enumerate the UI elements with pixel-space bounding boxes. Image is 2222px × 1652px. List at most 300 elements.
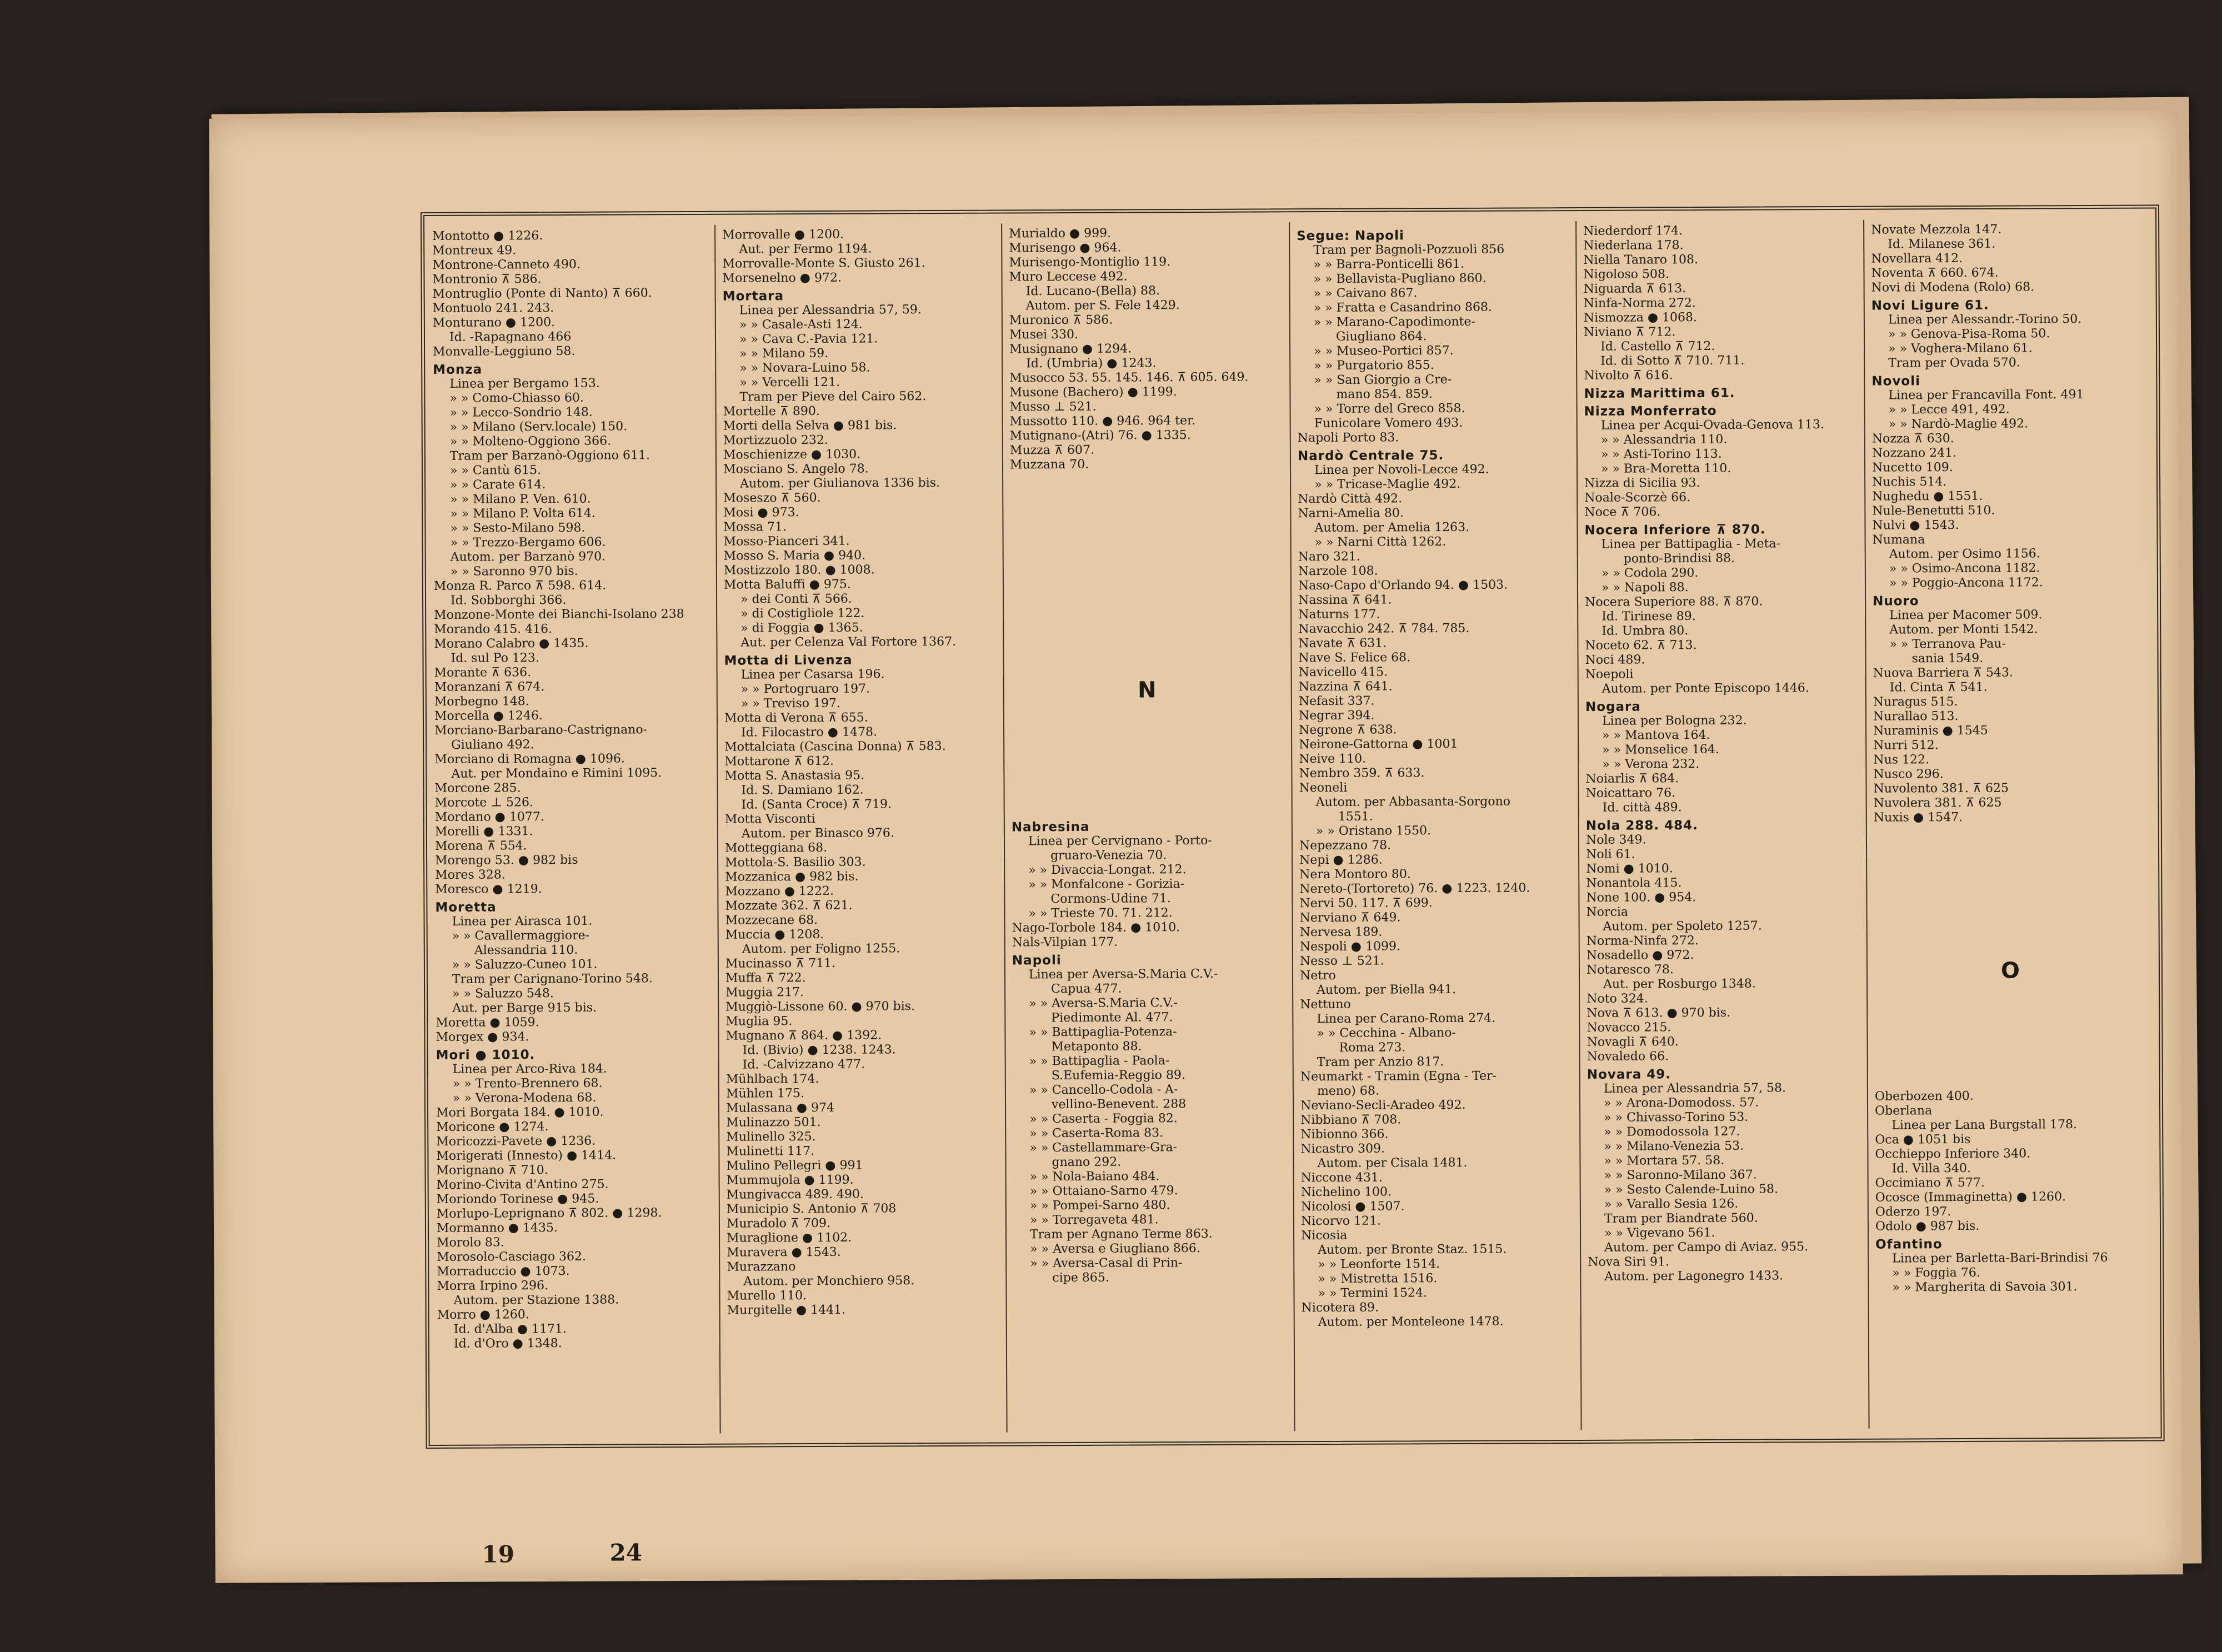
index-entry: Morelli ● 1331.: [434, 824, 533, 839]
index-entry: Muradolo ⊼ 709.: [726, 1216, 831, 1231]
index-entry: Id. (Bivio) ● 1238. 1243.: [742, 1043, 896, 1058]
index-entry: » » Caserta-Roma 83.: [1029, 1126, 1164, 1141]
index-entry: Naturns 177.: [1298, 607, 1380, 622]
index-entry: Mortelle ⊼ 890.: [723, 404, 820, 419]
index-entry: » » Varallo Sesia 126.: [1604, 1197, 1739, 1212]
index-entry: Musei 330.: [1009, 327, 1079, 342]
index-entry: » » Codola 290.: [1601, 566, 1699, 580]
index-entry: » » Saluzzo 548.: [452, 987, 554, 1001]
index-entry: Tram per Bagnoli-Pozzuoli 856: [1313, 242, 1505, 258]
index-entry: Neoneli: [1299, 780, 1348, 795]
index-entry: Morsenelno ● 972.: [722, 271, 842, 286]
index-entry: Muffa ⊼ 722.: [725, 971, 806, 985]
index-entry: Aut. per Mondaino e Rimini 1095.: [451, 766, 662, 781]
index-entry: Nuvolento 381. ⊼ 625: [1873, 781, 2009, 796]
index-entry: » » Milano P. Volta 614.: [450, 506, 595, 521]
index-entry: » » San Giorgio a Cre-: [1314, 372, 1452, 388]
index-entry: » » Ottaiano-Sarno 479.: [1029, 1184, 1178, 1199]
index-entry: Mühlbach 174.: [725, 1072, 819, 1087]
index-entry: Moranzani ⊼ 674.: [434, 680, 545, 694]
index-entry: Mosciano S. Angelo 78.: [723, 462, 869, 477]
index-entry: Mulinello 325.: [726, 1129, 816, 1144]
index-heading: Napoli: [1012, 953, 1062, 968]
book-page: [209, 110, 2183, 1583]
index-entry: » » Vigevano 561.: [1604, 1225, 1715, 1240]
index-entry: Id. d'Alba ● 1171.: [453, 1321, 567, 1336]
index-entry: Nepezzano 78.: [1299, 838, 1392, 853]
index-entry: » » Poggio-Ancona 1172.: [1889, 575, 2043, 590]
index-entry: Muravera ● 1543.: [727, 1245, 841, 1260]
page-number: 24: [609, 1539, 643, 1566]
column-rule: [1863, 220, 1869, 1429]
index-entry: Monturano ● 1200.: [432, 316, 556, 330]
index-entry: Autom. per Monchiero 958.: [743, 1274, 915, 1289]
index-entry: Roma 273.: [1339, 1040, 1406, 1055]
index-entry: Mordano ● 1077.: [434, 810, 544, 824]
index-entry: Nicosia: [1301, 1228, 1348, 1243]
index-entry: » » Carate 614.: [450, 478, 546, 492]
index-entry: Autom. per Monteleone 1478.: [1318, 1314, 1504, 1330]
index-frame: [421, 204, 2165, 1449]
index-entry: » » Molteno-Oggiono 366.: [449, 434, 612, 449]
index-entry: Montrone-Canneto 490.: [432, 257, 581, 272]
index-entry: Autom. per Lagonegro 1433.: [1604, 1269, 1784, 1284]
index-entry: Oderzo 197.: [1875, 1205, 1951, 1219]
index-entry: Mozzanica ● 982 bis.: [725, 869, 859, 884]
index-entry: Muzza ⊼ 607.: [1009, 443, 1095, 458]
index-entry: Tram per Ovada 570.: [1888, 356, 2020, 371]
index-entry: » » Cancello-Codola - A-: [1029, 1083, 1178, 1098]
index-entry: Moricozzi-Pavete ● 1236.: [436, 1134, 596, 1149]
index-entry: Musignano ● 1294.: [1009, 342, 1132, 357]
index-entry: » » Vercelli 121.: [739, 375, 840, 390]
index-entry: Morcote ⊥ 526.: [434, 795, 534, 810]
index-entry: Noepoli: [1585, 667, 1634, 682]
index-entry: Neirone-Gattorna ● 1001: [1299, 737, 1458, 752]
index-entry: Novagli ⊼ 640.: [1587, 1035, 1679, 1049]
index-entry: Nespoli ● 1099.: [1299, 939, 1400, 954]
index-entry: Mozzecane 68.: [725, 913, 818, 928]
index-entry: Muzzana 70.: [1009, 457, 1089, 472]
index-entry: » » Novara-Luino 58.: [739, 361, 870, 376]
index-entry: Moresco ● 1219.: [435, 882, 542, 897]
index-entry: Linea per Battipaglia - Meta-: [1601, 537, 1781, 552]
index-entry: Novate Mezzola 147.: [1871, 222, 2002, 237]
index-entry: Nuova Barriera ⊼ 543.: [1873, 665, 2013, 680]
index-entry: Naso-Capo d'Orlando 94. ● 1503.: [1298, 578, 1508, 593]
index-entry: Mori Borgata 184. ● 1010.: [436, 1105, 604, 1120]
index-entry: Niguarda ⊼ 613.: [1583, 282, 1686, 296]
index-entry: » » Genova-Pisa-Roma 50.: [1888, 327, 2050, 342]
index-entry: Muggiò-Lissone 60. ● 970 bis.: [725, 999, 915, 1014]
index-entry: » » Trieste 70. 71. 212.: [1028, 906, 1173, 921]
index-heading: Monza: [433, 362, 483, 377]
index-entry: Funicolare Vomero 493.: [1314, 415, 1463, 431]
index-entry: Linea per Arco-Riva 184.: [452, 1062, 607, 1077]
index-entry: Nusco 296.: [1873, 767, 1944, 782]
index-entry: Morano Calabro ● 1435.: [434, 636, 589, 651]
index-entry: Muglia 95.: [725, 1014, 793, 1029]
index-entry: » » Milano P. Ven. 610.: [450, 492, 591, 507]
index-entry: Morti della Selva ● 981 bis.: [723, 418, 897, 433]
index-entry: Id. Tirinese 89.: [1602, 609, 1696, 624]
index-entry: Linea per Cervignano - Porto-: [1028, 833, 1212, 849]
index-entry: Morino-Civita d'Antino 275.: [436, 1177, 609, 1192]
index-entry: Notaresco 78.: [1586, 963, 1674, 977]
index-entry: » » Milano (Serv.locale) 150.: [449, 419, 628, 434]
index-entry: Linea per Francavilla Font. 491: [1888, 388, 2084, 403]
index-entry: None 100. ● 954.: [1586, 890, 1696, 905]
index-entry: Piedimonte Al. 477.: [1051, 1010, 1173, 1025]
index-entry: Musso ⊥ 521.: [1009, 399, 1097, 414]
index-entry: Navicello 415.: [1298, 665, 1388, 680]
index-entry: Mulino Pellegri ● 991: [726, 1158, 863, 1173]
index-entry: Ninfa-Norma 272.: [1583, 296, 1696, 311]
index-entry: Monzone-Monte dei Bianchi-Isolano 238: [434, 607, 684, 622]
index-entry: Montuolo 241. 243.: [432, 301, 554, 316]
index-column-4: [1297, 224, 1574, 1330]
index-entry: Mosso S. Maria ● 940.: [723, 548, 866, 563]
index-entry: » » Asti-Torino 113.: [1600, 447, 1722, 462]
index-entry: Noto 324.: [1587, 992, 1648, 1006]
index-entry: Autom. per Foligno 1255.: [742, 942, 900, 957]
index-entry: Nesso ⊥ 521.: [1299, 954, 1384, 969]
index-entry: Niella Tanaro 108.: [1583, 253, 1699, 267]
index-entry: Tram per Agnano Terme 863.: [1029, 1227, 1213, 1242]
index-entry: Nepi ● 1286.: [1299, 853, 1383, 868]
index-entry: » » Como-Chiasso 60.: [449, 391, 584, 406]
index-entry: » » Saluzzo-Cuneo 101.: [452, 957, 598, 972]
index-entry: » » Domodossola 127.: [1604, 1124, 1740, 1139]
index-entry: Id. Filocastro ● 1478.: [741, 725, 877, 740]
index-entry: Mummujola ● 1199.: [726, 1173, 854, 1188]
side-mark: 19: [482, 1540, 515, 1568]
index-entry: Id. Castello ⊼ 712.: [1600, 339, 1715, 354]
index-entry: Montruglio (Ponte di Nanto) ⊼ 660.: [432, 286, 652, 301]
index-entry: » » Tricase-Maglie 492.: [1314, 477, 1461, 492]
index-entry: Nozza ⊼ 630.: [1871, 432, 1954, 446]
index-entry: Autom. per Stazione 1388.: [453, 1293, 619, 1308]
index-heading: Mori ● 1010.: [436, 1048, 536, 1063]
section-letter: N: [1137, 677, 1157, 703]
index-entry: Morengo 53. ● 982 bis: [435, 853, 578, 868]
index-entry: Nassina ⊼ 641.: [1298, 593, 1392, 608]
index-entry: Nomi ● 1010.: [1586, 862, 1673, 876]
index-entry: Niccone 431.: [1300, 1170, 1383, 1185]
index-entry: Giugliano 864.: [1335, 329, 1427, 344]
index-heading: Ofantino: [1875, 1237, 1943, 1252]
index-entry: meno) 68.: [1317, 1084, 1379, 1099]
index-entry: Mottalciata (Cascina Donna) ⊼ 583.: [724, 739, 946, 754]
index-entry: » » Purgatorio 855.: [1314, 358, 1434, 373]
index-entry: Ocosce (Immaginetta) ● 1260.: [1875, 1190, 2066, 1205]
index-entry: Mottarone ⊼ 612.: [724, 754, 834, 769]
index-entry: Nozzano 241.: [1871, 446, 1957, 460]
index-entry: » di Foggia ● 1365.: [740, 620, 863, 635]
index-entry: Autom. per Ponte Episcopo 1446.: [1602, 681, 1809, 696]
index-entry: Morrovalle ● 1200.: [722, 227, 844, 242]
index-entry: Morcone 285.: [434, 781, 521, 795]
index-entry: Mottola-S. Basilio 303.: [725, 855, 866, 870]
index-entry: » » Leonforte 1514.: [1318, 1257, 1440, 1272]
index-entry: Mostizzolo 180. ● 1008.: [723, 563, 875, 578]
column-rule: [1001, 224, 1007, 1433]
index-entry: Moricone ● 1274.: [436, 1120, 549, 1134]
index-entry: Montreux 49.: [432, 243, 517, 258]
index-entry: » » Cecchina - Albano-: [1317, 1025, 1456, 1041]
index-entry: » » Nardò-Maglie 492.: [1888, 417, 2029, 432]
index-entry: Odolo ● 987 bis.: [1875, 1219, 1980, 1234]
index-entry: Netro: [1299, 968, 1336, 983]
index-entry: Id. Umbra 80.: [1602, 624, 1689, 638]
index-entry: Id. Sobborghi 366.: [451, 593, 567, 608]
index-entry: Nera Montoro 80.: [1299, 867, 1411, 882]
index-entry: » » Trezzo-Bergamo 606.: [450, 535, 606, 550]
index-entry: Napoli Porto 83.: [1297, 430, 1399, 445]
index-entry: Nuraminis ● 1545: [1873, 723, 1988, 738]
index-entry: Morigerati (Innesto) ● 1414.: [436, 1148, 617, 1163]
index-entry: cipe 865.: [1052, 1270, 1109, 1285]
index-entry: Nardò Città 492.: [1298, 492, 1403, 507]
index-entry: Autom. per Amelia 1263.: [1314, 520, 1470, 535]
index-heading: Nizza Marittima 61.: [1584, 386, 1735, 401]
index-entry: » » Portogruaro 197.: [740, 682, 870, 697]
index-entry: Mulinetti 117.: [726, 1144, 815, 1159]
section-letter: O: [2000, 958, 2020, 984]
index-entry: Morraduccio ● 1073.: [437, 1264, 570, 1279]
index-entry: Tram per Pieve del Cairo 562.: [739, 389, 927, 404]
index-entry: Morolo 83.: [437, 1235, 504, 1250]
index-entry: Novaledo 66.: [1587, 1049, 1669, 1064]
index-entry: Mühlen 175.: [725, 1087, 805, 1101]
index-entry: Nuxis ● 1547.: [1873, 810, 1963, 825]
index-entry: Moretta ● 1059.: [436, 1015, 539, 1030]
index-entry: Noiarlis ⊼ 684.: [1585, 772, 1679, 786]
index-entry: » dei Conti ⊼ 566.: [740, 592, 852, 607]
index-entry: Negrar 394.: [1298, 708, 1375, 723]
index-entry: Nizza di Sicilia 93.: [1584, 476, 1700, 490]
index-entry: » » Battipaglia-Potenza-: [1029, 1025, 1177, 1040]
index-entry: » » Aversa-S.Maria C.V.-: [1029, 996, 1178, 1011]
index-heading: Novoli: [1871, 374, 1921, 389]
index-entry: » » Battipaglia - Paola-: [1029, 1054, 1170, 1069]
index-entry: Autom. per Campo di Aviaz. 955.: [1604, 1240, 1809, 1255]
index-entry: Aut. per Fermo 1194.: [739, 242, 872, 257]
index-entry: » » Bellavista-Pugliano 860.: [1313, 271, 1487, 287]
index-entry: » » Aversa-Casal di Prin-: [1030, 1256, 1183, 1271]
index-entry: Motta Visconti: [724, 812, 815, 827]
index-entry: Niederdorf 174.: [1583, 224, 1683, 238]
index-entry: Morena ⊼ 554.: [434, 839, 527, 853]
index-entry: Nicolosi ● 1507.: [1300, 1199, 1405, 1214]
index-entry: Nefasit 337.: [1298, 694, 1375, 709]
index-entry: » » Mantova 164.: [1602, 728, 1710, 743]
index-entry: Narzole 108.: [1298, 564, 1378, 579]
index-entry: Linea per Acqui-Ovada-Genova 113.: [1600, 418, 1824, 433]
index-entry: Noli 61.: [1586, 847, 1635, 862]
index-entry: Moseszo ⊼ 560.: [723, 490, 821, 505]
index-entry: Mungivacca 489. 490.: [726, 1187, 864, 1202]
index-entry: Tram per Biandrate 560.: [1604, 1211, 1758, 1226]
column-rule: [714, 225, 720, 1434]
index-entry: Aut. per Celenza Val Fortore 1367.: [740, 634, 957, 650]
index-entry: Novacco 215.: [1587, 1020, 1671, 1035]
index-entry: » » Barra-Ponticelli 861.: [1313, 257, 1464, 272]
index-entry: Nismozza ● 1068.: [1583, 311, 1698, 325]
index-entry: Occimiano ⊼ 577.: [1875, 1175, 1985, 1190]
index-entry: Murazzano: [727, 1260, 796, 1274]
index-entry: » » Mortara 57. 58.: [1604, 1153, 1725, 1168]
index-entry: Noci 489.: [1585, 653, 1645, 667]
index-entry: » » Voghera-Milano 61.: [1888, 341, 2033, 356]
index-entry: Morro ● 1260.: [437, 1308, 529, 1322]
index-entry: Mozzate 362. ⊼ 621.: [725, 898, 853, 913]
index-entry: Linea per Bergamo 153.: [449, 376, 600, 391]
index-entry: » » Caserta - Foggia 82.: [1029, 1112, 1178, 1127]
index-heading: Moretta: [435, 900, 497, 915]
index-entry: Noce ⊼ 706.: [1584, 505, 1661, 519]
index-entry: Nurallao 513.: [1873, 709, 1959, 724]
index-entry: Monvalle-Leggiuno 58.: [433, 344, 575, 359]
index-entry: Muccia ● 1208.: [725, 927, 824, 942]
index-entry: Nuchis 514.: [1872, 475, 1947, 489]
index-entry: Linea per Carano-Roma 274.: [1317, 1011, 1496, 1027]
index-entry: Morrovalle-Monte S. Giusto 261.: [722, 256, 925, 271]
index-entry: Nule-Benetutti 510.: [1872, 503, 1995, 518]
index-entry: Mulinazzo 501.: [726, 1115, 821, 1130]
index-entry: Novi di Modena (Rolo) 68.: [1871, 280, 2035, 295]
index-entry: » » Monfalcone - Gorizia-: [1028, 877, 1185, 892]
index-heading: Nola 288. 484.: [1585, 818, 1698, 833]
index-entry: Nosadello ● 972.: [1586, 948, 1694, 963]
index-entry: Nicastro 309.: [1300, 1142, 1385, 1157]
index-entry: Novellara 412.: [1871, 251, 1963, 266]
index-heading: Nizza Monferrato: [1584, 403, 1717, 419]
index-entry: Narni-Amelia 80.: [1298, 506, 1404, 521]
index-entry: Montotto ● 1226.: [432, 229, 543, 243]
index-entry: Id. d'Oro ● 1348.: [453, 1336, 562, 1351]
index-heading: Nogara: [1585, 699, 1641, 714]
index-entry: gruaro-Venezia 70.: [1050, 848, 1167, 863]
index-entry: Navate ⊼ 631.: [1298, 636, 1387, 651]
index-entry: Nettuno: [1300, 997, 1351, 1012]
index-entry: Tram per Anzio 817.: [1317, 1055, 1444, 1070]
index-entry: Nova Siri 91.: [1588, 1255, 1670, 1269]
index-entry: Oca ● 1051 bis: [1875, 1132, 1971, 1147]
index-entry: » » Nola-Baiano 484.: [1029, 1169, 1160, 1184]
index-entry: Autom. per Cisala 1481.: [1317, 1155, 1468, 1171]
index-entry: mano 854. 859.: [1336, 387, 1433, 402]
index-entry: » » Terranova Pau-: [1889, 637, 2006, 652]
index-entry: Municipio S. Antonio ⊼ 708: [726, 1202, 897, 1217]
index-entry: » » Termini 1524.: [1318, 1286, 1428, 1301]
index-entry: Linea per Novoli-Lecce 492.: [1314, 462, 1489, 478]
index-entry: Linea per Macomer 509.: [1889, 608, 2043, 623]
index-entry: » » Castellammare-Gra-: [1029, 1140, 1178, 1155]
index-entry: » » Torre del Greco 858.: [1314, 401, 1465, 417]
index-entry: » » Oristano 1550.: [1315, 824, 1432, 839]
index-entry: » » Trento-Brennero 68.: [452, 1076, 603, 1091]
index-entry: Mutignano-(Atri) 76. ● 1335.: [1009, 428, 1191, 443]
index-heading: Nabresina: [1011, 819, 1090, 835]
index-entry: Id. Milanese 361.: [1888, 237, 1996, 252]
index-entry: » » Narni Città 1262.: [1314, 535, 1447, 550]
index-entry: Mucinasso ⊼ 711.: [725, 956, 836, 971]
index-entry: » » Arona-Domodoss. 57.: [1603, 1095, 1759, 1110]
index-entry: S.Eufemia-Reggio 89.: [1051, 1068, 1185, 1083]
index-entry: » » Monselice 164.: [1602, 742, 1719, 757]
index-entry: Id. sul Po 123.: [451, 651, 539, 665]
index-entry: vellino-Benevent. 288: [1051, 1097, 1187, 1112]
index-entry: » » Napoli 88.: [1601, 580, 1689, 595]
index-entry: Id. -Rapagnano 466: [449, 329, 572, 344]
index-entry: Motta S. Anastasia 95.: [724, 768, 865, 783]
index-entry: Id. Cinta ⊼ 541.: [1889, 680, 1988, 695]
index-entry: Noale-Scorzè 66.: [1584, 490, 1691, 505]
index-entry: » » Treviso 197.: [740, 696, 841, 711]
index-entry: » » Chivasso-Torino 53.: [1604, 1110, 1749, 1125]
index-entry: Nicorvo 121.: [1300, 1214, 1382, 1229]
index-entry: Morciano-Barbarano-Castrignano-: [434, 723, 648, 738]
index-entry: Linea per Aversa-S.Maria C.V.-: [1028, 967, 1218, 982]
index-column-6: [1871, 222, 2148, 1295]
index-entry: Murialdo ● 999.: [1009, 226, 1112, 241]
index-entry: Moriondo Torinese ● 945.: [436, 1192, 599, 1207]
index-entry: Nucetto 109.: [1871, 460, 1953, 475]
column-rule: [1575, 221, 1582, 1430]
index-entry: Nervesa 189.: [1299, 925, 1383, 940]
index-entry: Linea per Alessandr.-Torino 50.: [1888, 312, 2082, 327]
index-entry: Montronio ⊼ 586.: [432, 272, 542, 287]
index-entry: Muro Leccese 492.: [1009, 269, 1128, 284]
index-entry: » » Torregaveta 481.: [1029, 1213, 1159, 1228]
index-entry: Nibionno 366.: [1300, 1127, 1389, 1142]
index-entry: » » Milano-Venezia 53.: [1604, 1139, 1744, 1154]
index-entry: Occhieppo Inferiore 340.: [1875, 1147, 2031, 1162]
index-entry: Numana: [1872, 533, 1925, 547]
index-entry: » » Alessandria 110.: [1600, 432, 1728, 447]
index-entry: Nibbiano ⊼ 708.: [1300, 1113, 1402, 1128]
index-entry: Linea per Bologna 232.: [1602, 713, 1747, 728]
index-entry: Nocera Superiore 88. ⊼ 870.: [1585, 594, 1763, 609]
index-entry: Id. Lucano-(Bella) 88.: [1025, 284, 1160, 299]
index-entry: » di Costigliole 122.: [740, 606, 865, 621]
index-entry: Nigoloso 508.: [1583, 267, 1669, 282]
index-entry: Neviano-Secli-Aradeo 492.: [1300, 1098, 1466, 1113]
index-entry: Norma-Ninfa 272.: [1586, 934, 1699, 948]
index-entry: » » Margherita di Savoia 301.: [1892, 1280, 2078, 1295]
index-entry: Nago-Torbole 184. ● 1010.: [1012, 920, 1180, 935]
index-entry: Autom. per Spoleto 1257.: [1603, 919, 1762, 934]
index-entry: Tram per Carignano-Torino 548.: [452, 972, 653, 987]
index-entry: Capua 477.: [1051, 982, 1122, 997]
index-entry: Mosso-Pianceri 341.: [723, 534, 850, 549]
index-heading: Segue: Napoli: [1297, 228, 1404, 244]
index-entry: » » Aversa e Giugliano 866.: [1030, 1241, 1200, 1256]
index-entry: Nulvi ● 1543.: [1872, 518, 1959, 533]
index-entry: Mulassana ● 974: [725, 1100, 835, 1115]
index-entry: Murisengo-Montiglio 119.: [1009, 255, 1171, 270]
index-entry: Nereto-(Tortoreto) 76. ● 1223. 1240.: [1299, 881, 1530, 897]
index-entry: » » Marano-Capodimonte-: [1313, 314, 1475, 330]
index-entry: Id. (Santa Croce) ⊼ 719.: [741, 797, 892, 812]
index-entry: Navacchio 242. ⊼ 784. 785.: [1298, 621, 1470, 637]
index-entry: Nole 349.: [1585, 833, 1647, 847]
index-entry: Linea per Casarsa 196.: [740, 667, 885, 682]
index-entry: Metaponto 88.: [1051, 1039, 1142, 1054]
index-entry: Id. -Calvizzano 477.: [742, 1057, 865, 1072]
index-entry: » » Verona 232.: [1602, 757, 1700, 772]
